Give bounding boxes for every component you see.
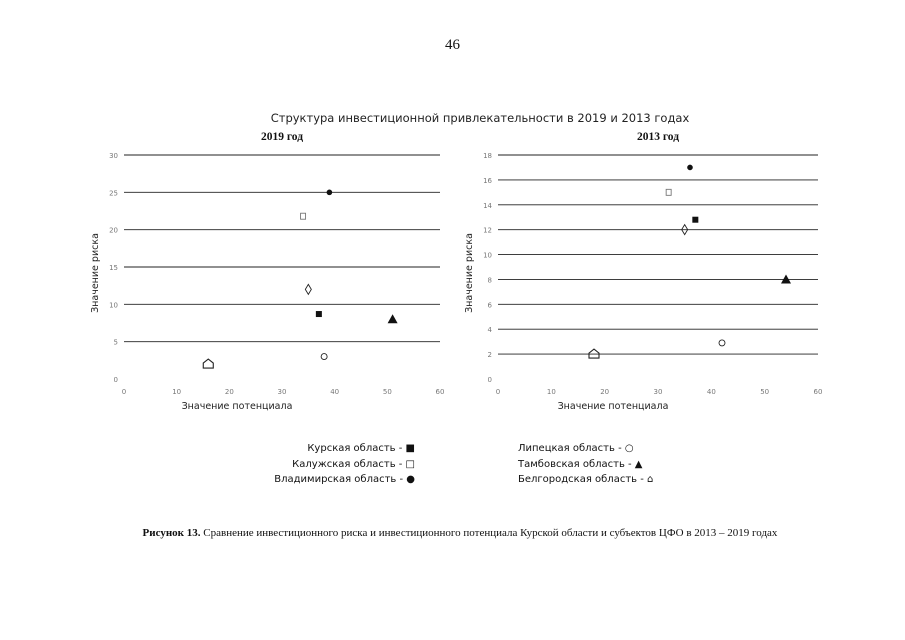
point-2013-vladimir [687,165,693,171]
point-2019-tambov [388,314,398,323]
legend-item-kaluga: Калужская область - □ [292,458,415,470]
x-tick-label-2019-40: 40 [330,388,340,396]
y-tick-label-2013-4: 4 [487,326,492,335]
x-tick-label-2013-30: 30 [653,388,663,396]
y-tick-label-2013-10: 10 [483,251,492,260]
y-tick-label-2013-18: 18 [483,152,492,160]
point-2013-kursk [692,217,698,223]
y-tick-label-2013-6: 6 [487,301,492,310]
y-tick-label-2013-8: 8 [487,276,492,285]
x-axis-label-2019: Значение потенциала [181,401,293,412]
point-2019-kaluga [301,213,306,219]
point-2013-lipetsk [719,340,725,346]
y-tick-label-2019-10: 10 [109,301,118,310]
caption-label: Рисунок 13. [142,527,201,539]
legend-item-kursk: Курская область - ■ [307,443,415,454]
y-tick-label-2019-30: 30 [109,152,118,160]
x-tick-label-2013-40: 40 [706,388,716,396]
x-tick-label-2019-60: 60 [435,388,445,396]
legend-item-tambov: Тамбовская область - ▲ [518,458,643,470]
point-2013-tambov [781,274,791,283]
y-axis-label-2013: Значение риска [464,233,475,313]
x-tick-label-2013-60: 60 [813,388,823,396]
y-tick-label-2019-0: 0 [113,376,118,384]
x-tick-label-2013-20: 20 [600,388,610,396]
y-tick-label-2019-20: 20 [109,226,118,235]
point-2019-lipetsk [321,354,327,360]
x-tick-label-2019-20: 20 [224,388,234,396]
y-tick-label-2013-14: 14 [483,201,492,210]
y-tick-label-2013-2: 2 [487,351,492,360]
x-tick-label-2013-0: 0 [495,388,501,396]
x-tick-label-2019-30: 30 [277,388,287,396]
legend-right [518,441,698,488]
y-tick-label-2013-0: 0 [487,376,492,384]
chart-title-2013: 2013 год [636,131,680,143]
x-tick-label-2019-10: 10 [172,388,182,396]
figure-caption [0,527,905,539]
x-tick-label-2019-0: 0 [121,388,127,396]
caption-text: Сравнение инвестиционного риска и инвестиционного потенциала Курской области и субъектов ЦФО в 2013 – 2019 годах [200,527,778,539]
y-axis-label-2019: Значение риска [90,233,101,313]
x-tick-label-2019-50: 50 [382,388,392,396]
y-tick-label-2013-16: 16 [483,176,492,185]
point-2019-belgorod [203,359,213,368]
page-number: 46 [445,37,460,53]
y-tick-label-2019-5: 5 [113,338,118,347]
y-tick-label-2013-12: 12 [483,226,492,235]
point-2013-kaluga [666,189,671,195]
x-tick-label-2013-10: 10 [546,388,556,396]
legend-left [255,441,415,488]
x-tick-label-2013-50: 50 [760,388,770,396]
y-tick-label-2019-15: 15 [109,264,118,272]
x-axis-label-2013: Значение потенциала [557,401,669,412]
chart-title-2019: 2019 год [260,131,304,143]
y-tick-label-2019-25: 25 [109,189,118,198]
point-2019-unlabeled [305,284,311,294]
legend-item-belgorod: Белгородская область - ⌂ [518,474,654,485]
figure-super-title: Структура инвестиционной привлекательности в 2019 и 2013 годах [270,111,690,125]
point-2019-kursk [316,311,322,317]
legend-item-vladimir: Владимирская область - ● [274,474,415,485]
legend-item-lipetsk: Липецкая область - ○ [518,443,634,454]
point-2013-belgorod [589,349,599,358]
point-2019-vladimir [327,190,333,196]
